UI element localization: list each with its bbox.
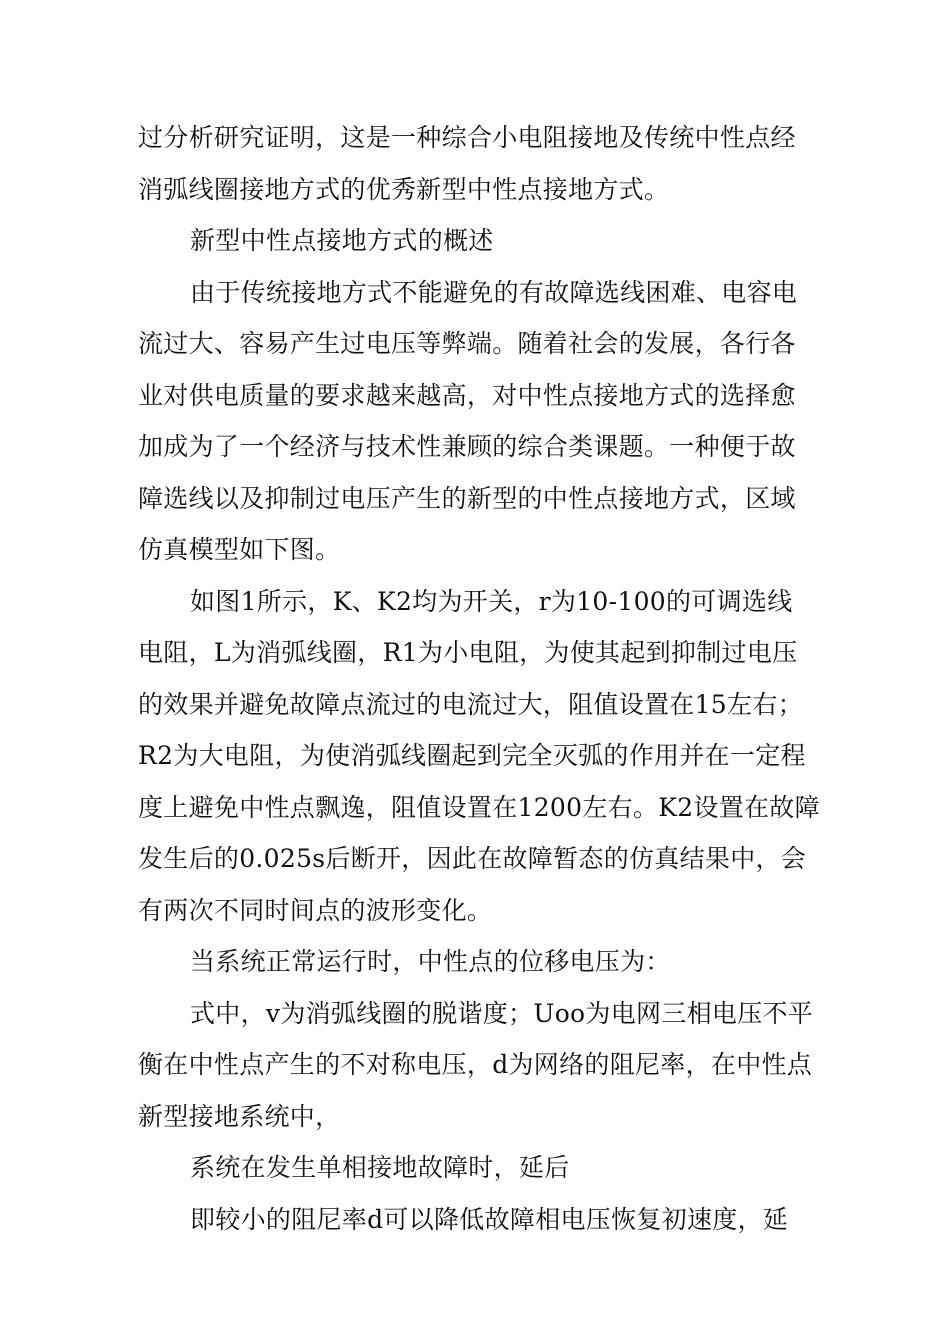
text-line: 电阻，L为消弧线圈，R1为小电阻，为使其起到抑制过电压: [138, 638, 798, 667]
text-line: 当系统正常运行时，中性点的位移电压为：: [190, 947, 671, 976]
text-line: 发生后的0.025s后断开，因此在故障暂态的仿真结果中，会: [138, 844, 807, 873]
text-line: 如图1所示，K、K2均为开关，r为10-100的可调选线: [190, 586, 793, 616]
text-line: 新型接地系统中，: [138, 1101, 341, 1131]
text-line: 的效果并避免故障点流过的电流过大，阻值设置在15左右；: [138, 689, 803, 719]
text-line: 仿真模型如下图。: [138, 535, 341, 564]
text-line: 障选线以及抑制过电压产生的新型的中性点接地方式，区域: [138, 483, 796, 513]
body-text: [138, 112, 828, 1245]
text-line: 过分析研究证明，这是一种综合小电阻接地及传统中性点经: [138, 123, 796, 152]
text-line: 有两次不同时间点的波形变化。: [138, 895, 493, 925]
text-line: 业对供电质量的要求越来越高，对中性点接地方式的选择愈: [138, 380, 796, 410]
text-line: 即较小的阻尼率d可以降低故障相电压恢复初速度，延: [190, 1204, 789, 1234]
text-line: 消弧线圈接地方式的优秀新型中性点接地方式。: [138, 174, 670, 204]
text-line: 由于传统接地方式不能避免的有故障选线困难、电容电: [190, 277, 798, 307]
text-line: R2为大电阻，为使消弧线圈起到完全灭弧的作用并在一定程: [138, 741, 806, 770]
text-line: 新型中性点接地方式的概述: [190, 226, 494, 255]
text-line: 度上避免中性点飘逸，阻值设置在1200左右。K2设置在故障: [138, 792, 820, 822]
text-line: 系统在发生单相接地故障时，延后: [190, 1153, 570, 1182]
text-line: 加成为了一个经济与技术性兼顾的综合类课题。一种便于故: [138, 432, 796, 461]
text-line: 流过大、容易产生过电压等弊端。随着社会的发展，各行各: [138, 329, 796, 358]
text-line: 式中，v为消弧线圈的脱谐度；Uoo为电网三相电压不平: [190, 998, 814, 1028]
text-line: 衡在中性点产生的不对称电压，d为网络的阻尼率，在中性点: [138, 1050, 813, 1079]
